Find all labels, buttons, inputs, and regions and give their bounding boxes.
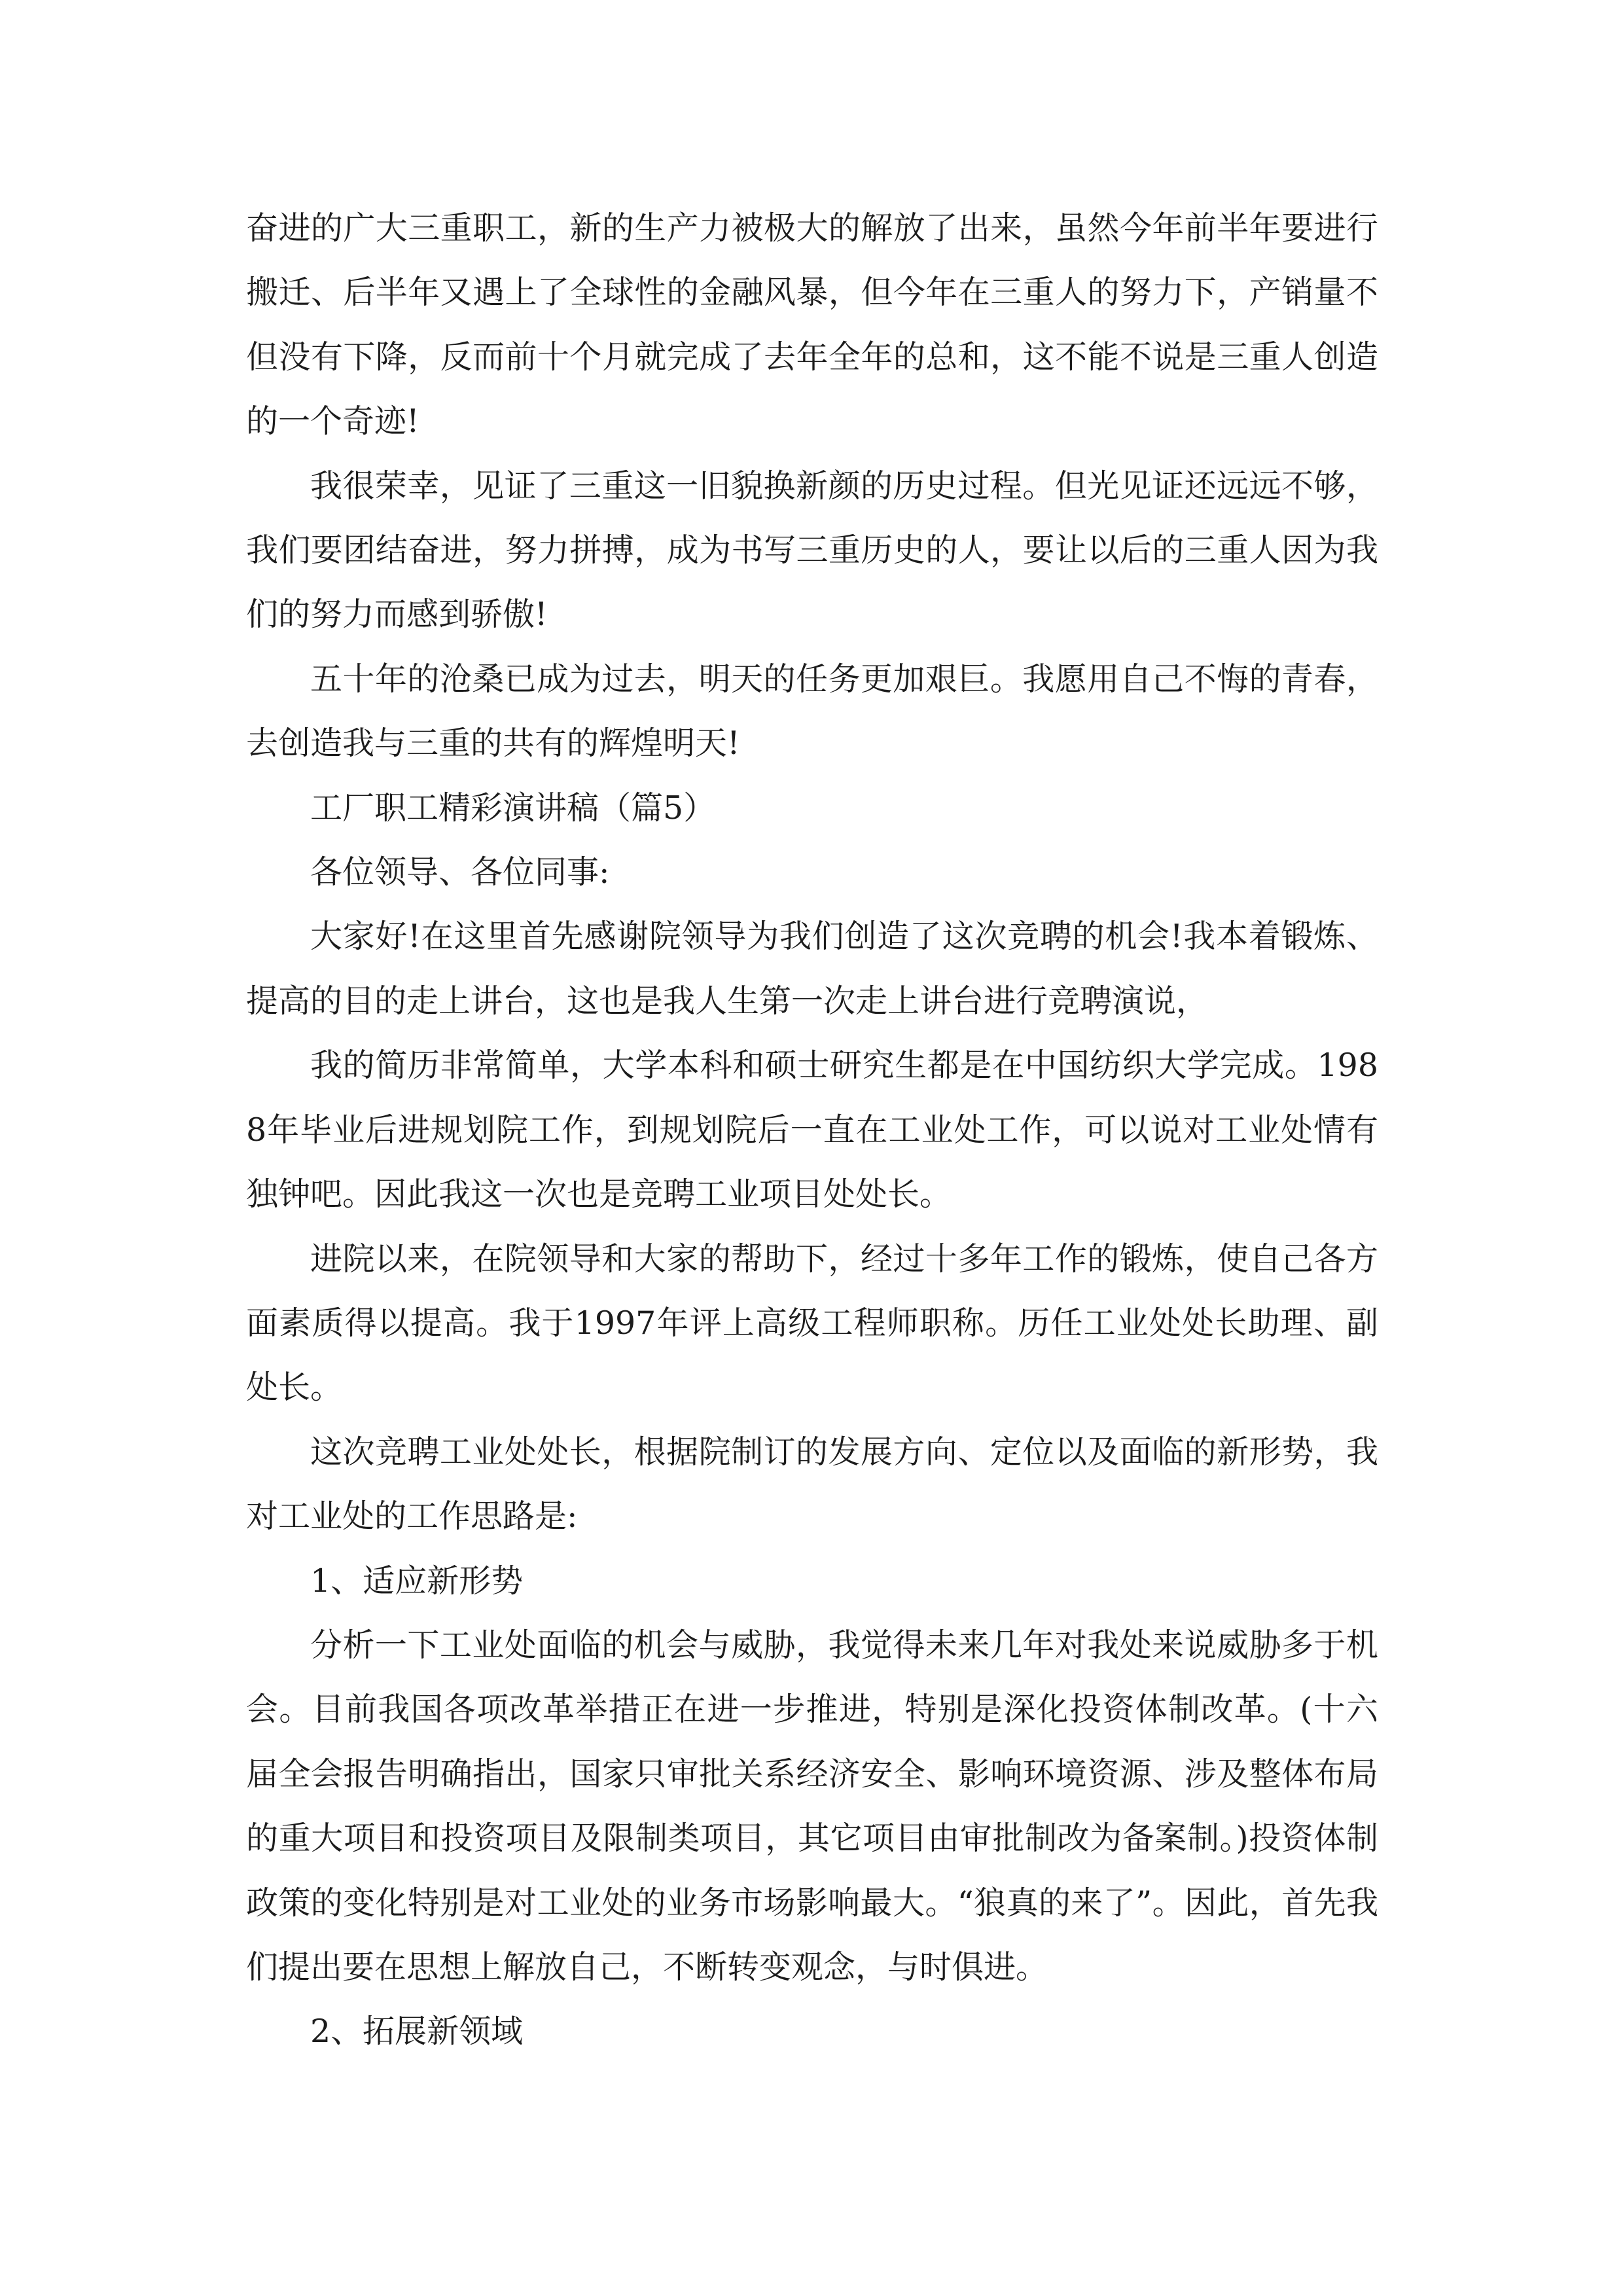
list-heading: 1、适应新形势	[310, 1562, 524, 1600]
paragraph: 我的简历非常简单，大学本科和硕士研究生都是在中国纺织大学完成。1988年毕业后进规划院工作，到规划院后一直在工业处工作，可以说对工业处情有独钟吧。因此我这一次也是竞聘工业项目处处长。	[246, 1047, 1378, 1213]
document-body	[246, 196, 1378, 2064]
paragraph: 我很荣幸，见证了三重这一旧貌换新颜的历史过程。但光见证还远远不够，我们要团结奋进，努力拼搏，成为书写三重历史的人，要让以后的三重人因为我们的努力而感到骄傲!	[246, 467, 1378, 634]
paragraph: 分析一下工业处面临的机会与威胁，我觉得未来几年对我处来说威胁多于机会。目前我国各项改革举措正在进一步推进，特别是深化投资体制改革。(十六届全会报告明确指出，国家只审批关系经济安全、影响环境资源、涉及整体布局的重大项目和投资项目及限制类项目，其它项目由审批制改为备案制。)投资体制政策的变化特别是对工业处的业务市场影响最大。“狼真的来了”。因此，首先我们提出要在思想上解放自己，不断转变观念，与时俱进。	[246, 1626, 1378, 1986]
paragraph: 大家好!在这里首先感谢院领导为我们创造了这次竞聘的机会!我本着锻炼、提高的目的走上讲台，这也是我人生第一次走上讲台进行竞聘演说，	[246, 918, 1378, 1020]
paragraph: 这次竞聘工业处处长，根据院制订的发展方向、定位以及面临的新形势，我对工业处的工作思路是:	[246, 1433, 1378, 1535]
paragraph: 进院以来，在院领导和大家的帮助下，经过十多年工作的锻炼，使自己各方面素质得以提高。我于1997年评上高级工程师职称。历任工业处处长助理、副处长。	[246, 1240, 1378, 1407]
salutation: 各位领导、各位同事:	[310, 853, 610, 891]
list-heading: 2、拓展新领域	[310, 2013, 524, 2051]
section-title: 工厂职工精彩演讲稿（篇5）	[310, 789, 716, 827]
paragraph: 五十年的沧桑已成为过去，明天的任务更加艰巨。我愿用自己不悔的青春，去创造我与三重的共有的辉煌明天!	[246, 660, 1378, 762]
paragraph-continued: 奋进的广大三重职工，新的生产力被极大的解放了出来，虽然今年前半年要进行搬迁、后半年又遇上了全球性的金融风暴，但今年在三重人的努力下，产销量不但没有下降，反而前十个月就完成了去年全年的总和，这不能不说是三重人创造的一个奇迹!	[246, 209, 1378, 440]
